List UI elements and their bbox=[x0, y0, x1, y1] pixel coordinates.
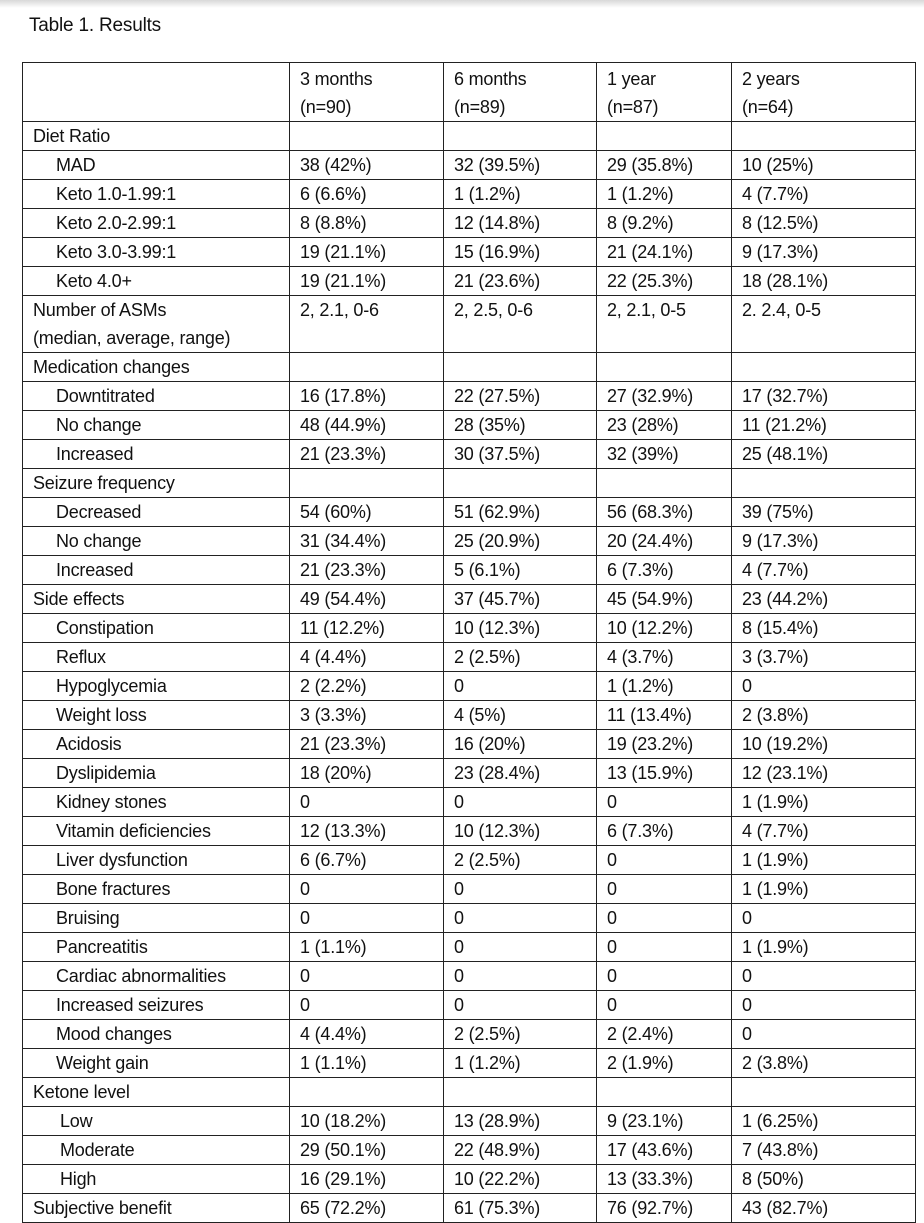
value-cell: 15 (16.9%) bbox=[444, 238, 597, 267]
row-label-text: No change bbox=[56, 415, 142, 435]
table-row bbox=[23, 1020, 916, 1049]
column-label: 6 months bbox=[454, 69, 527, 89]
value-cell: 31 (34.4%) bbox=[290, 527, 444, 556]
table-row bbox=[23, 527, 916, 556]
row-label-text: Bone fractures bbox=[56, 879, 171, 899]
value-cell: 0 bbox=[290, 904, 444, 933]
value-cell: 20 (24.4%) bbox=[597, 527, 732, 556]
value-cell: 10 (12.3%) bbox=[444, 817, 597, 846]
value-cell: 19 (23.2%) bbox=[597, 730, 732, 759]
value-cell: 2 (2.5%) bbox=[444, 846, 597, 875]
value-cell: 10 (12.3%) bbox=[444, 614, 597, 643]
value-cell: 21 (24.1%) bbox=[597, 238, 732, 267]
table-row bbox=[23, 1136, 916, 1165]
value-cell bbox=[597, 353, 732, 382]
row-label-text: Kidney stones bbox=[56, 792, 167, 812]
row-label bbox=[23, 296, 290, 353]
header-2-years bbox=[732, 63, 916, 122]
value-cell: 0 bbox=[290, 991, 444, 1020]
value-cell: 8 (15.4%) bbox=[732, 614, 916, 643]
value-cell: 4 (7.7%) bbox=[732, 556, 916, 585]
row-label-text: Moderate bbox=[60, 1140, 135, 1160]
table-row bbox=[23, 643, 916, 672]
row-label bbox=[23, 875, 290, 904]
value-cell: 21 (23.3%) bbox=[290, 730, 444, 759]
table-row bbox=[23, 556, 916, 585]
value-cell bbox=[290, 353, 444, 382]
value-cell: 2, 2.1, 0-6 bbox=[290, 296, 444, 353]
row-label-text: Keto 1.0-1.99:1 bbox=[56, 184, 177, 204]
value-cell: 0 bbox=[290, 875, 444, 904]
value-cell: 0 bbox=[732, 1020, 916, 1049]
row-label-text: Ketone level bbox=[33, 1082, 130, 1102]
value-cell: 10 (12.2%) bbox=[597, 614, 732, 643]
value-cell bbox=[732, 353, 916, 382]
table-row bbox=[23, 122, 916, 151]
results-table bbox=[22, 62, 916, 1223]
value-cell: 3 (3.3%) bbox=[290, 701, 444, 730]
value-cell: 9 (17.3%) bbox=[732, 238, 916, 267]
value-cell: 1 (1.2%) bbox=[597, 672, 732, 701]
value-cell: 8 (9.2%) bbox=[597, 209, 732, 238]
value-cell: 51 (62.9%) bbox=[444, 498, 597, 527]
row-label-text: Subjective benefit bbox=[33, 1198, 172, 1218]
table-row bbox=[23, 730, 916, 759]
value-cell: 21 (23.3%) bbox=[290, 556, 444, 585]
value-cell: 0 bbox=[597, 991, 732, 1020]
row-label bbox=[23, 1107, 290, 1136]
value-cell: 6 (6.6%) bbox=[290, 180, 444, 209]
value-cell: 4 (3.7%) bbox=[597, 643, 732, 672]
row-label-text: Increased seizures bbox=[56, 995, 204, 1015]
table-row bbox=[23, 296, 916, 353]
row-label-subtext: (median, average, range) bbox=[33, 328, 231, 348]
value-cell: 11 (13.4%) bbox=[597, 701, 732, 730]
row-label-text: No change bbox=[56, 531, 142, 551]
value-cell: 12 (23.1%) bbox=[732, 759, 916, 788]
value-cell: 65 (72.2%) bbox=[290, 1194, 444, 1223]
value-cell bbox=[444, 469, 597, 498]
value-cell: 45 (54.9%) bbox=[597, 585, 732, 614]
value-cell: 54 (60%) bbox=[290, 498, 444, 527]
value-cell bbox=[732, 122, 916, 151]
value-cell: 29 (35.8%) bbox=[597, 151, 732, 180]
value-cell: 0 bbox=[290, 788, 444, 817]
value-cell bbox=[597, 122, 732, 151]
row-label bbox=[23, 1020, 290, 1049]
value-cell: 8 (8.8%) bbox=[290, 209, 444, 238]
value-cell: 2, 2.5, 0-6 bbox=[444, 296, 597, 353]
value-cell: 0 bbox=[597, 875, 732, 904]
value-cell: 2 (2.4%) bbox=[597, 1020, 732, 1049]
value-cell: 0 bbox=[597, 788, 732, 817]
value-cell: 37 (45.7%) bbox=[444, 585, 597, 614]
value-cell bbox=[290, 122, 444, 151]
row-label bbox=[23, 180, 290, 209]
table-row bbox=[23, 238, 916, 267]
row-label-text: Constipation bbox=[56, 618, 154, 638]
table-row bbox=[23, 701, 916, 730]
value-cell: 16 (29.1%) bbox=[290, 1165, 444, 1194]
value-cell: 17 (32.7%) bbox=[732, 382, 916, 411]
table-row bbox=[23, 788, 916, 817]
value-cell: 39 (75%) bbox=[732, 498, 916, 527]
value-cell: 4 (4.4%) bbox=[290, 643, 444, 672]
row-label bbox=[23, 730, 290, 759]
row-label-text: Keto 4.0+ bbox=[56, 271, 132, 291]
row-label bbox=[23, 817, 290, 846]
value-cell: 1 (1.9%) bbox=[732, 846, 916, 875]
table-row bbox=[23, 382, 916, 411]
value-cell: 0 bbox=[597, 904, 732, 933]
value-cell: 23 (28%) bbox=[597, 411, 732, 440]
table-row bbox=[23, 1049, 916, 1078]
row-label-text: Diet Ratio bbox=[33, 126, 111, 146]
value-cell: 16 (17.8%) bbox=[290, 382, 444, 411]
header-1-year bbox=[597, 63, 732, 122]
value-cell: 0 bbox=[732, 904, 916, 933]
row-label-text: Liver dysfunction bbox=[56, 850, 188, 870]
value-cell bbox=[444, 122, 597, 151]
row-label bbox=[23, 643, 290, 672]
value-cell: 22 (25.3%) bbox=[597, 267, 732, 296]
row-label-text: Mood changes bbox=[56, 1024, 172, 1044]
row-label bbox=[23, 962, 290, 991]
row-label-text: Keto 3.0-3.99:1 bbox=[56, 242, 177, 262]
row-label bbox=[23, 1078, 290, 1107]
row-label-text: Number of ASMs bbox=[33, 300, 167, 320]
column-label: 3 months bbox=[300, 69, 373, 89]
value-cell: 4 (4.4%) bbox=[290, 1020, 444, 1049]
row-label-text: Acidosis bbox=[56, 734, 122, 754]
row-label bbox=[23, 498, 290, 527]
value-cell: 49 (54.4%) bbox=[290, 585, 444, 614]
row-label bbox=[23, 933, 290, 962]
value-cell: 2 (3.8%) bbox=[732, 1049, 916, 1078]
value-cell: 0 bbox=[444, 991, 597, 1020]
row-label bbox=[23, 411, 290, 440]
value-cell bbox=[597, 1078, 732, 1107]
row-label-text: Medication changes bbox=[33, 357, 190, 377]
value-cell: 10 (19.2%) bbox=[732, 730, 916, 759]
row-label bbox=[23, 672, 290, 701]
value-cell: 11 (21.2%) bbox=[732, 411, 916, 440]
value-cell: 17 (43.6%) bbox=[597, 1136, 732, 1165]
value-cell: 19 (21.1%) bbox=[290, 267, 444, 296]
value-cell: 1 (1.1%) bbox=[290, 1049, 444, 1078]
value-cell: 12 (14.8%) bbox=[444, 209, 597, 238]
value-cell bbox=[444, 1078, 597, 1107]
table-row bbox=[23, 759, 916, 788]
table-row bbox=[23, 817, 916, 846]
value-cell: 25 (48.1%) bbox=[732, 440, 916, 469]
value-cell: 0 bbox=[732, 962, 916, 991]
value-cell: 48 (44.9%) bbox=[290, 411, 444, 440]
table-row bbox=[23, 151, 916, 180]
table-row bbox=[23, 469, 916, 498]
column-label: 1 year bbox=[607, 69, 656, 89]
value-cell: 22 (27.5%) bbox=[444, 382, 597, 411]
row-label-text: Downtitrated bbox=[56, 386, 155, 406]
value-cell bbox=[290, 469, 444, 498]
value-cell: 2 (2.2%) bbox=[290, 672, 444, 701]
value-cell: 32 (39%) bbox=[597, 440, 732, 469]
table-row bbox=[23, 962, 916, 991]
table-row bbox=[23, 267, 916, 296]
value-cell: 23 (44.2%) bbox=[732, 585, 916, 614]
row-label bbox=[23, 469, 290, 498]
row-label-text: Low bbox=[60, 1111, 93, 1131]
value-cell: 18 (28.1%) bbox=[732, 267, 916, 296]
value-cell: 10 (25%) bbox=[732, 151, 916, 180]
value-cell: 6 (6.7%) bbox=[290, 846, 444, 875]
value-cell: 8 (50%) bbox=[732, 1165, 916, 1194]
row-label-text: Bruising bbox=[56, 908, 120, 928]
value-cell: 6 (7.3%) bbox=[597, 556, 732, 585]
value-cell: 2 (2.5%) bbox=[444, 643, 597, 672]
value-cell: 0 bbox=[290, 962, 444, 991]
row-label bbox=[23, 209, 290, 238]
value-cell: 3 (3.7%) bbox=[732, 643, 916, 672]
column-n: (n=89) bbox=[454, 97, 506, 117]
row-label bbox=[23, 759, 290, 788]
value-cell: 1 (6.25%) bbox=[732, 1107, 916, 1136]
value-cell: 0 bbox=[732, 672, 916, 701]
row-label bbox=[23, 353, 290, 382]
value-cell: 13 (28.9%) bbox=[444, 1107, 597, 1136]
value-cell: 1 (1.9%) bbox=[732, 875, 916, 904]
value-cell bbox=[732, 469, 916, 498]
value-cell: 4 (7.7%) bbox=[732, 817, 916, 846]
value-cell: 5 (6.1%) bbox=[444, 556, 597, 585]
value-cell: 1 (1.9%) bbox=[732, 788, 916, 817]
value-cell: 21 (23.6%) bbox=[444, 267, 597, 296]
table-header-row bbox=[23, 63, 916, 122]
value-cell: 0 bbox=[444, 788, 597, 817]
value-cell: 2. 2.4, 0-5 bbox=[732, 296, 916, 353]
row-label-text: Weight gain bbox=[56, 1053, 149, 1073]
table-body bbox=[23, 122, 916, 1223]
value-cell: 9 (23.1%) bbox=[597, 1107, 732, 1136]
row-label bbox=[23, 1165, 290, 1194]
row-label-text: MAD bbox=[56, 155, 96, 175]
row-label-text: Seizure frequency bbox=[33, 473, 175, 493]
table-row bbox=[23, 991, 916, 1020]
value-cell bbox=[444, 353, 597, 382]
value-cell: 2 (1.9%) bbox=[597, 1049, 732, 1078]
value-cell: 0 bbox=[597, 962, 732, 991]
table-row bbox=[23, 904, 916, 933]
value-cell: 18 (20%) bbox=[290, 759, 444, 788]
value-cell: 23 (28.4%) bbox=[444, 759, 597, 788]
table-row bbox=[23, 1078, 916, 1107]
column-n: (n=87) bbox=[607, 97, 659, 117]
value-cell: 1 (1.9%) bbox=[732, 933, 916, 962]
value-cell: 1 (1.1%) bbox=[290, 933, 444, 962]
value-cell: 12 (13.3%) bbox=[290, 817, 444, 846]
table-row bbox=[23, 440, 916, 469]
header-3-months bbox=[290, 63, 444, 122]
value-cell: 30 (37.5%) bbox=[444, 440, 597, 469]
value-cell: 13 (33.3%) bbox=[597, 1165, 732, 1194]
row-label-text: Vitamin deficiencies bbox=[56, 821, 211, 841]
row-label bbox=[23, 701, 290, 730]
row-label bbox=[23, 991, 290, 1020]
row-label bbox=[23, 614, 290, 643]
value-cell: 10 (18.2%) bbox=[290, 1107, 444, 1136]
value-cell bbox=[732, 1078, 916, 1107]
value-cell: 76 (92.7%) bbox=[597, 1194, 732, 1223]
table-row bbox=[23, 585, 916, 614]
row-label-text: Weight loss bbox=[56, 705, 147, 725]
row-label-text: Reflux bbox=[56, 647, 106, 667]
value-cell: 2 (3.8%) bbox=[732, 701, 916, 730]
value-cell: 13 (15.9%) bbox=[597, 759, 732, 788]
row-label bbox=[23, 904, 290, 933]
row-label bbox=[23, 151, 290, 180]
row-label-text: Cardiac abnormalities bbox=[56, 966, 226, 986]
row-label-text: Increased bbox=[56, 560, 134, 580]
value-cell: 27 (32.9%) bbox=[597, 382, 732, 411]
row-label bbox=[23, 1136, 290, 1165]
value-cell: 29 (50.1%) bbox=[290, 1136, 444, 1165]
value-cell: 4 (7.7%) bbox=[732, 180, 916, 209]
value-cell: 6 (7.3%) bbox=[597, 817, 732, 846]
value-cell: 38 (42%) bbox=[290, 151, 444, 180]
value-cell bbox=[597, 469, 732, 498]
window-top-edge bbox=[0, 0, 924, 8]
row-label bbox=[23, 440, 290, 469]
header-empty-cell bbox=[23, 63, 290, 122]
table-row bbox=[23, 875, 916, 904]
value-cell: 8 (12.5%) bbox=[732, 209, 916, 238]
value-cell: 7 (43.8%) bbox=[732, 1136, 916, 1165]
row-label-text: Keto 2.0-2.99:1 bbox=[56, 213, 177, 233]
row-label bbox=[23, 788, 290, 817]
value-cell: 1 (1.2%) bbox=[597, 180, 732, 209]
row-label bbox=[23, 267, 290, 296]
value-cell: 0 bbox=[444, 875, 597, 904]
value-cell: 61 (75.3%) bbox=[444, 1194, 597, 1223]
value-cell: 56 (68.3%) bbox=[597, 498, 732, 527]
value-cell: 0 bbox=[444, 672, 597, 701]
row-label-text: High bbox=[60, 1169, 97, 1189]
value-cell: 11 (12.2%) bbox=[290, 614, 444, 643]
column-n: (n=64) bbox=[742, 97, 794, 117]
table-row bbox=[23, 846, 916, 875]
value-cell: 0 bbox=[597, 846, 732, 875]
header-6-months bbox=[444, 63, 597, 122]
value-cell: 25 (20.9%) bbox=[444, 527, 597, 556]
row-label-text: Increased bbox=[56, 444, 134, 464]
value-cell: 0 bbox=[732, 991, 916, 1020]
row-label bbox=[23, 585, 290, 614]
value-cell: 0 bbox=[444, 933, 597, 962]
value-cell: 22 (48.9%) bbox=[444, 1136, 597, 1165]
value-cell: 2 (2.5%) bbox=[444, 1020, 597, 1049]
row-label-text: Pancreatitis bbox=[56, 937, 148, 957]
row-label-text: Decreased bbox=[56, 502, 142, 522]
row-label-text: Dyslipidemia bbox=[56, 763, 156, 783]
value-cell: 32 (39.5%) bbox=[444, 151, 597, 180]
value-cell: 10 (22.2%) bbox=[444, 1165, 597, 1194]
value-cell: 16 (20%) bbox=[444, 730, 597, 759]
table-row bbox=[23, 209, 916, 238]
table-row bbox=[23, 933, 916, 962]
table-row bbox=[23, 672, 916, 701]
table-row bbox=[23, 1107, 916, 1136]
row-label bbox=[23, 846, 290, 875]
row-label bbox=[23, 238, 290, 267]
table-caption: Table 1. Results bbox=[29, 15, 161, 36]
table-row bbox=[23, 353, 916, 382]
table-row bbox=[23, 180, 916, 209]
column-label: 2 years bbox=[742, 69, 800, 89]
value-cell: 28 (35%) bbox=[444, 411, 597, 440]
value-cell: 9 (17.3%) bbox=[732, 527, 916, 556]
value-cell: 4 (5%) bbox=[444, 701, 597, 730]
column-n: (n=90) bbox=[300, 97, 352, 117]
row-label bbox=[23, 1049, 290, 1078]
row-label-text: Hypoglycemia bbox=[56, 676, 167, 696]
value-cell: 0 bbox=[444, 904, 597, 933]
row-label-text: Side effects bbox=[33, 589, 125, 609]
value-cell: 1 (1.2%) bbox=[444, 1049, 597, 1078]
row-label bbox=[23, 527, 290, 556]
table-row bbox=[23, 614, 916, 643]
value-cell: 2, 2.1, 0-5 bbox=[597, 296, 732, 353]
value-cell: 19 (21.1%) bbox=[290, 238, 444, 267]
value-cell: 0 bbox=[597, 933, 732, 962]
value-cell: 1 (1.2%) bbox=[444, 180, 597, 209]
row-label bbox=[23, 122, 290, 151]
value-cell: 21 (23.3%) bbox=[290, 440, 444, 469]
value-cell bbox=[290, 1078, 444, 1107]
row-label bbox=[23, 382, 290, 411]
table-row bbox=[23, 411, 916, 440]
value-cell: 43 (82.7%) bbox=[732, 1194, 916, 1223]
table-row bbox=[23, 498, 916, 527]
value-cell: 0 bbox=[444, 962, 597, 991]
row-label bbox=[23, 556, 290, 585]
table-row bbox=[23, 1165, 916, 1194]
